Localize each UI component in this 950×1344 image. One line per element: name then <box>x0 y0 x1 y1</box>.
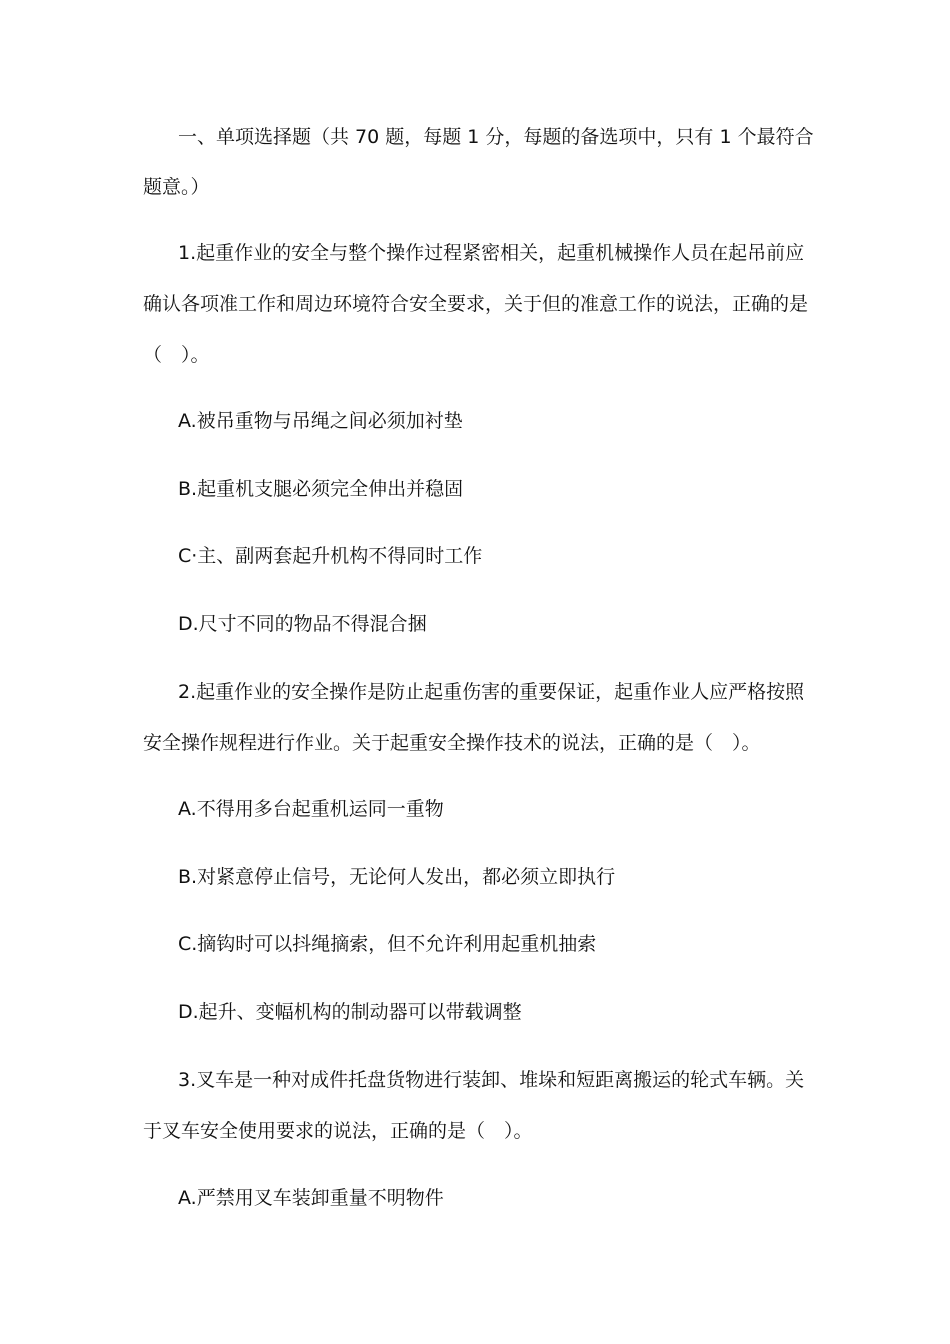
question-2-option-c: C.摘钩时可以抖绳摘索，但不允许利用起重机抽索 <box>178 933 597 955</box>
question-3-option-a: A.严禁用叉车装卸重量不明物件 <box>178 1187 444 1209</box>
question-1-stem-line-1: 1.起重作业的安全与整个操作过程紧密相关，起重机械操作人员在起吊前应 <box>178 242 805 264</box>
question-2-option-b: B.对紧意停止信号，无论何人发出，都必须立即执行 <box>178 866 616 888</box>
question-2-stem-line-1: 2.起重作业的安全操作是防止起重伤害的重要保证，起重作业人应严格按照 <box>178 681 805 703</box>
question-1-option-a: A.被吊重物与吊绳之间必须加衬垫 <box>178 410 463 432</box>
question-3-stem-line-1: 3.叉车是一种对成件托盘货物进行装卸、堆垛和短距离搬运的轮式车辆。关 <box>178 1069 805 1091</box>
section-heading-line-2: 题意。） <box>143 176 210 198</box>
question-1-option-d: D.尺寸不同的物品不得混合捆 <box>178 613 427 635</box>
question-1-stem-line-2: 确认各项准工作和周边环境符合安全要求，关于但的准意工作的说法，正确的是 <box>143 293 809 315</box>
question-1-option-b: B.起重机支腿必须完全伸出并稳固 <box>178 478 464 500</box>
question-2-stem-line-2: 安全操作规程进行作业。关于起重安全操作技术的说法，正确的是（ ）。 <box>143 732 761 754</box>
question-2-option-d: D.起升、变幅机构的制动器可以带载调整 <box>178 1001 522 1023</box>
question-3-stem-line-2: 于叉车安全使用要求的说法，正确的是（ ）。 <box>143 1120 533 1142</box>
section-heading-line-1: 一、单项选择题（共 70 题，每题 1 分，每题的备选项中，只有 1 个最符合 <box>178 126 814 148</box>
question-1-stem-line-3: （ ）。 <box>143 344 210 366</box>
question-1-option-c: C·主、副两套起升机构不得同时工作 <box>178 545 483 567</box>
question-2-option-a: A.不得用多台起重机运同一重物 <box>178 798 444 820</box>
